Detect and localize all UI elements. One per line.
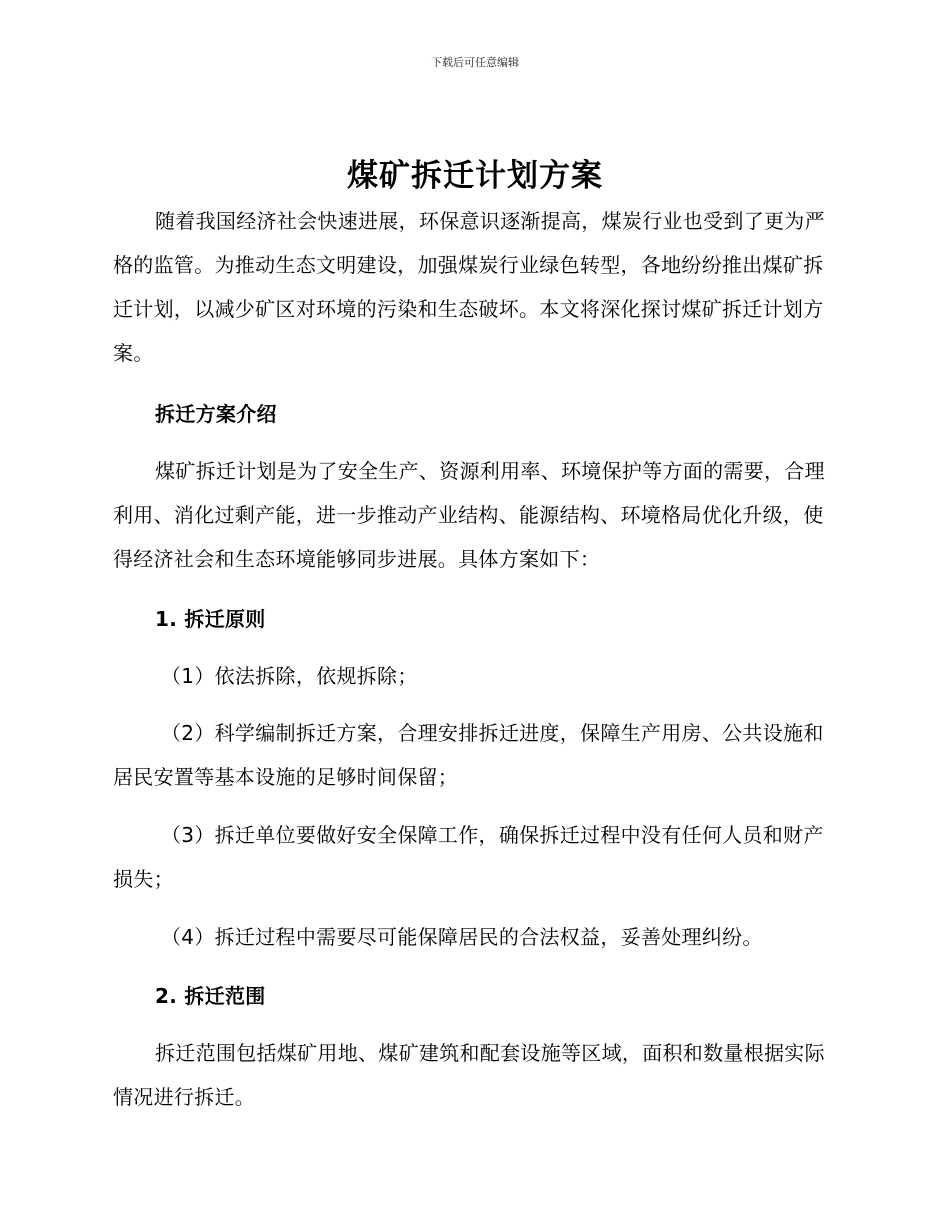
principle-4-block: [113, 915, 833, 959]
principle-1-block: [113, 654, 833, 698]
principle-item-1: （1）依法拆除，依规拆除；: [161, 664, 418, 688]
section-heading-principles: 1. 拆迁原则: [155, 607, 266, 631]
principle-3-block: [113, 813, 833, 901]
principle-item-2: （2）科学编制拆迁方案，合理安排拆迁进度，保障生产用房、公共设施和居民安置等基本设施的足够时间保留；: [113, 721, 824, 789]
section-intro-paragraph: 煤矿拆迁计划是为了安全生产、资源利用率、环境保护等方面的需要，合理利用、消化过剩产能，进一步推动产业结构、能源结构、环境格局优化升级，使得经济社会和生态环境能够同步进展。具体方案如下：: [113, 459, 825, 571]
section-heading-scope: 2. 拆迁范围: [155, 984, 266, 1008]
document-title: 煤矿拆迁计划方案: [347, 158, 603, 194]
principles-heading-block: [113, 597, 833, 641]
scope-text-block: [113, 1031, 833, 1119]
principle-item-3: （3）拆迁单位要做好安全保障工作，确保拆迁过程中没有任何人员和财产损失；: [113, 823, 824, 891]
section-intro-text-block: [113, 449, 833, 581]
section-heading-intro: 拆迁方案介绍: [155, 402, 277, 426]
intro-paragraph: 随着我国经济社会快速进展，环保意识逐渐提高，煤炭行业也受到了更为严格的监管。为推动生态文明建设，加强煤炭行业绿色转型，各地纷纷推出煤矿拆迁计划，以减少矿区对环境的污染和生态破坏。本文将深化探讨煤矿拆迁计划方案。: [113, 209, 825, 365]
principle-2-block: [113, 711, 833, 799]
principle-item-4: （4）拆迁过程中需要尽可能保障居民的合法权益，妥善处理纠纷。: [161, 925, 763, 949]
scope-paragraph: 拆迁范围包括煤矿用地、煤矿建筑和配套设施等区域，面积和数量根据实际情况进行拆迁。: [113, 1041, 825, 1109]
intro-block: [113, 199, 833, 375]
section-intro-heading-block: [113, 392, 833, 436]
header-note: 下载后可任意编辑: [431, 56, 519, 69]
scope-heading-block: [113, 974, 833, 1018]
